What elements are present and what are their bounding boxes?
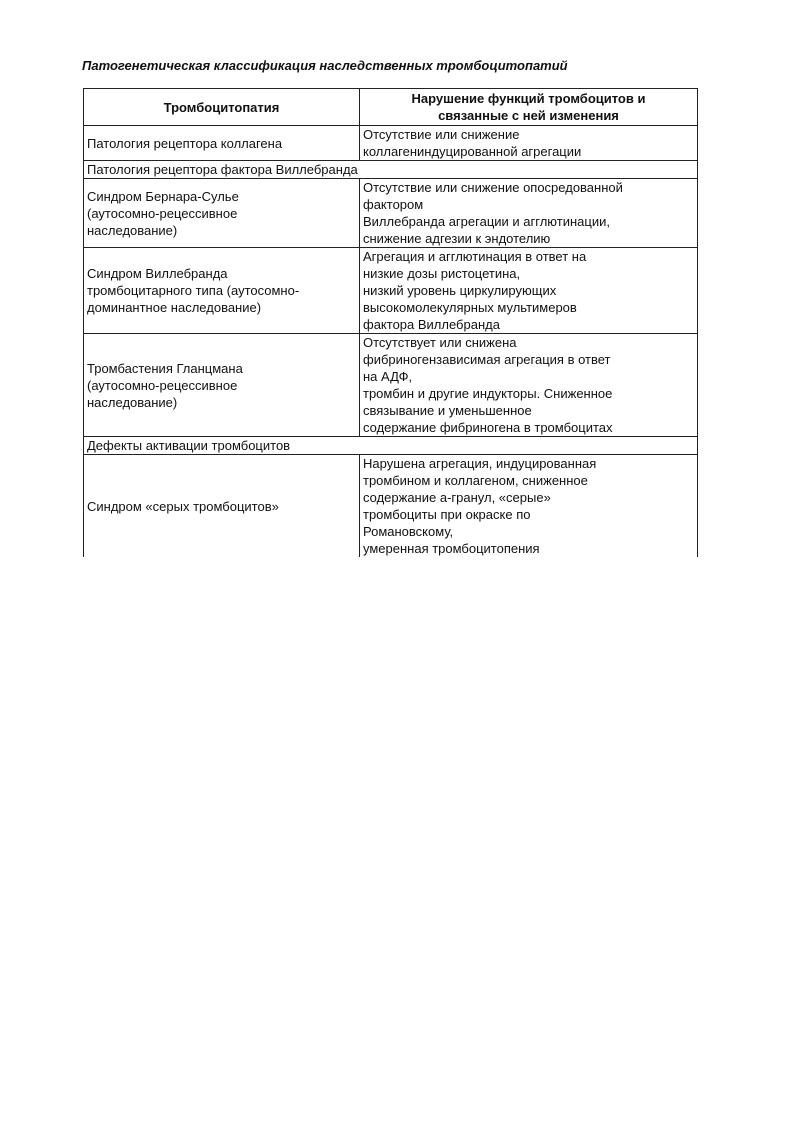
cell-text-line: фактором — [363, 197, 424, 212]
cell-text-line: Отсутствие или снижение — [363, 127, 520, 142]
cell-text-line: Синдром Виллебранда — [87, 266, 228, 281]
header-right-line: связанные с ней изменения — [438, 108, 619, 123]
cell-text-line: содержание а-гранул, «серые» — [363, 490, 551, 505]
cell-text-line: наследование) — [87, 394, 178, 410]
cell-thrombocytopathy — [84, 455, 360, 558]
section-heading — [84, 437, 698, 455]
cell-text-line: Романовскому, — [363, 524, 454, 539]
cell-text-line: Тромбастения Гланцмана — [87, 360, 243, 376]
section-heading — [84, 161, 698, 179]
cell-text-line: фибриногензависимая агрегация в ответ — [363, 352, 611, 367]
cell-text-line: тромбином и коллагеном, сниженное — [363, 473, 588, 488]
cell-thrombocytopathy — [84, 126, 360, 161]
table-header-row — [84, 89, 698, 126]
cell-text-line: (аутосомно-рецессивное — [87, 377, 238, 393]
cell-text-line: фактора Виллебранда — [363, 317, 500, 332]
cell-text-line: Агрегация и агглютинация в ответ на — [363, 249, 587, 264]
classification-table — [83, 88, 698, 557]
table-body — [84, 126, 698, 558]
cell-text-line: тромбин и другие индукторы. Сниженное — [363, 386, 613, 401]
cell-thrombocytopathy — [84, 334, 360, 437]
header-function-disorder — [360, 89, 698, 126]
cell-text-line: Патология рецептора коллагена — [87, 135, 283, 151]
cell-text-line: низкие дозы ристоцетина, — [363, 266, 521, 281]
table-row — [84, 179, 698, 248]
cell-text-line: Нарушена агрегация, индуцированная — [363, 456, 597, 471]
cell-text-line: умеренная тромбоцитопения — [363, 541, 540, 556]
table-row — [84, 248, 698, 334]
section-row — [84, 161, 698, 179]
cell-text-line: Синдром «серых тромбоцитов» — [87, 498, 279, 514]
cell-function-disorder — [360, 179, 698, 248]
cell-text-line: тромбоциты при окраске по — [363, 507, 531, 522]
cell-text-line: Отсутствие или снижение опосредованной — [363, 180, 623, 195]
cell-text-line: (аутосомно-рецессивное — [87, 205, 238, 221]
cell-text-line: доминантное наследование) — [87, 300, 262, 315]
cell-function-disorder — [360, 334, 698, 437]
cell-function-disorder — [360, 248, 698, 334]
cell-text-line: высокомолекулярных мультимеров — [363, 300, 577, 315]
header-left-text: Тромбоцитопатия — [163, 99, 280, 115]
cell-text-line: снижение адгезии к эндотелию — [363, 231, 551, 246]
table-row — [84, 455, 698, 558]
cell-function-disorder — [360, 126, 698, 161]
cell-text-line: коллагениндуцированной агрегации — [363, 144, 582, 159]
cell-text-line: Виллебранда агрегации и агглютинации, — [363, 214, 610, 229]
header-thrombocytopathy — [84, 89, 360, 126]
header-right-line: Нарушение функций тромбоцитов и — [411, 91, 646, 106]
cell-text-line: на АДФ, — [363, 369, 413, 384]
section-heading-text: Дефекты активации тромбоцитов — [87, 438, 291, 453]
cell-thrombocytopathy — [84, 179, 360, 248]
cell-text-line: Синдром Бернара-Сулье — [87, 188, 239, 204]
table-row — [84, 334, 698, 437]
cell-text-line: Отсутствует или снижена — [363, 335, 517, 350]
cell-thrombocytopathy — [84, 248, 360, 334]
cell-text-line: низкий уровень циркулирующих — [363, 283, 557, 298]
table-row — [84, 126, 698, 161]
cell-text-line: содержание фибриногена в тромбоцитах — [363, 420, 613, 435]
section-heading-text: Патология рецептора фактора Виллебранда — [87, 162, 358, 177]
cell-text-line: тромбоцитарного типа (аутосомно- — [87, 283, 300, 298]
cell-text-line: наследование) — [87, 222, 178, 238]
cell-function-disorder — [360, 455, 698, 558]
cell-text-line: связывание и уменьшенное — [363, 403, 532, 418]
section-row — [84, 437, 698, 455]
document-title: Патогенетическая классификация наследственных тромбоцитопатий — [82, 58, 568, 73]
